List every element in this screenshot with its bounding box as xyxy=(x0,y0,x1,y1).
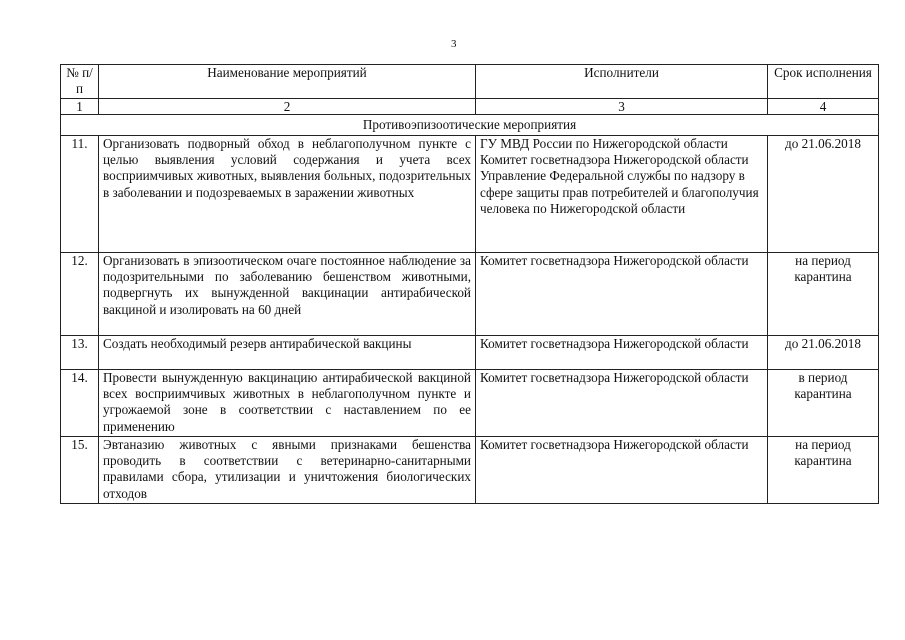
deadline: на период карантина xyxy=(768,437,879,504)
header-number: № п/п xyxy=(61,65,99,99)
header-deadline: Срок исполнения xyxy=(768,65,879,99)
executor: Комитет госветнадзора Нижегородской области xyxy=(480,152,749,168)
measure-description: Организовать подворный обход в неблагополучном пункте с целью выявления условий содержания и учета всех восприимчивых животных, выявления больных, подозрительных в заболевании и подозреваемых в заражении животных xyxy=(99,136,476,253)
executor: Комитет госветнадзора Нижегородской области xyxy=(480,370,749,385)
executors-cell xyxy=(476,370,768,437)
row-number: 11. xyxy=(61,136,99,253)
executor: Комитет госветнадзора Нижегородской области xyxy=(480,253,749,268)
executors-cell xyxy=(476,136,768,253)
measure-description: Создать необходимый резерв антирабической вакцины xyxy=(99,336,476,370)
header-measures: Наименование мероприятий xyxy=(99,65,476,99)
header-executors: Исполнители xyxy=(476,65,768,99)
table-row xyxy=(61,336,879,370)
section-title: Противоэпизоотические мероприятия xyxy=(61,115,879,136)
row-number: 15. xyxy=(61,437,99,504)
measure-description: Организовать в эпизоотическом очаге постоянное наблюдение за подозрительными по заболеванию бешенством животными, подвергнуть их вынужденной вакцинации антирабической вакциной и изолировать на 60 дней xyxy=(99,253,476,336)
column-number: 1 xyxy=(61,99,99,115)
page-number: 3 xyxy=(451,38,457,50)
table-row xyxy=(61,136,879,253)
table-row xyxy=(61,370,879,437)
column-number: 2 xyxy=(99,99,476,115)
executor: ГУ МВД России по Нижегородской области xyxy=(480,136,728,151)
row-number: 13. xyxy=(61,336,99,370)
measure-description: Эвтаназию животных с явными признаками бешенства проводить в соответствии с ветеринарно-санитарными правилами сбора, утилизации и уничтожения биологических отходов xyxy=(99,437,476,504)
measure-description: Провести вынужденную вакцинацию антирабической вакциной всех восприимчивых животных в неблагополучном пункте и угрожаемой зоне в соответствии с наставлением по ее применению xyxy=(99,370,476,437)
section-row xyxy=(61,115,879,136)
table-row xyxy=(61,437,879,504)
executors-cell xyxy=(476,253,768,336)
deadline: до 21.06.2018 xyxy=(768,336,879,370)
row-number: 14. xyxy=(61,370,99,437)
table-row xyxy=(61,253,879,336)
column-number: 3 xyxy=(476,99,768,115)
executors-cell xyxy=(476,336,768,370)
deadline: до 21.06.2018 xyxy=(768,136,879,253)
measures-table xyxy=(60,64,879,504)
deadline: в период карантина xyxy=(768,370,879,437)
row-number: 12. xyxy=(61,253,99,336)
executor: Управление Федеральной службы по надзору в сфере защиты прав потребителей и благополучия человека по Нижегородской области xyxy=(480,168,759,216)
column-number: 4 xyxy=(768,99,879,115)
table-header-row xyxy=(61,65,879,99)
executor: Комитет госветнадзора Нижегородской области xyxy=(480,336,749,351)
executors-cell xyxy=(476,437,768,504)
deadline: на период карантина xyxy=(768,253,879,336)
column-numbers-row xyxy=(61,99,879,115)
executor: Комитет госветнадзора Нижегородской области xyxy=(480,437,749,452)
